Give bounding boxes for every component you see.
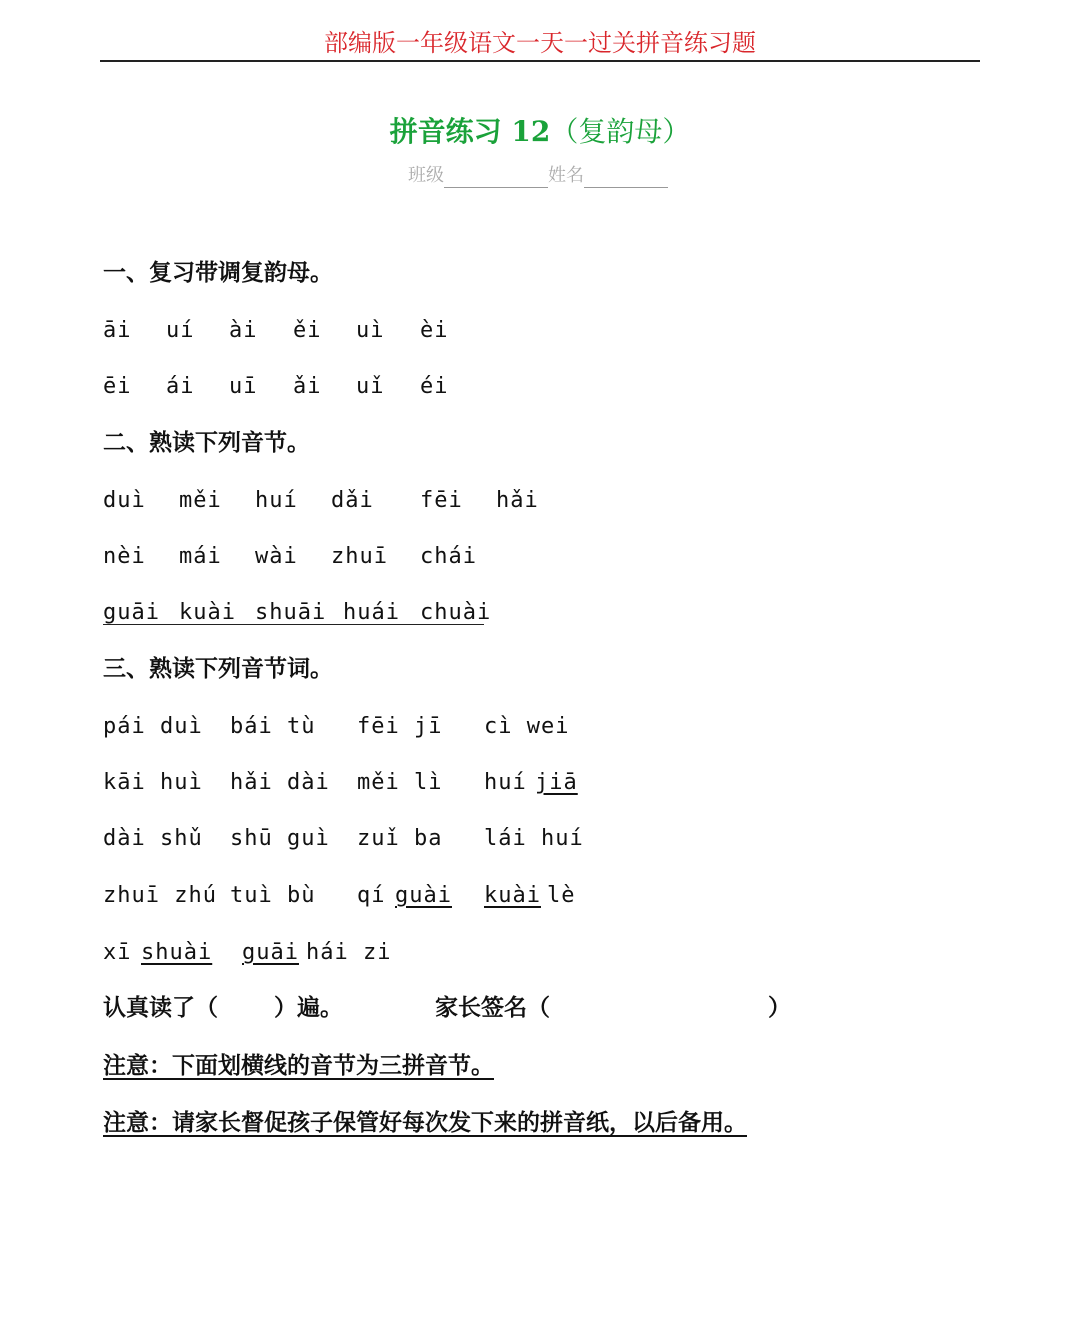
word: hái zi <box>306 940 392 965</box>
word: shū guì <box>230 826 330 851</box>
syllable-triple: shuāi <box>255 600 327 625</box>
syllable: éi <box>420 374 449 399</box>
word: bái tù <box>230 714 316 739</box>
syllable: dǎi <box>331 488 374 513</box>
page-title <box>0 112 1080 152</box>
triple-syllable-underline <box>103 624 484 625</box>
syllable: huí <box>255 488 298 513</box>
read-times-suffix: ）遍。 <box>274 994 343 1021</box>
name-blank[interactable] <box>584 167 668 188</box>
syllable: ái <box>166 374 195 399</box>
read-times <box>103 993 343 1023</box>
syllable: zhuī <box>331 544 388 569</box>
word: tuì bù <box>230 883 316 908</box>
word: pái duì <box>103 714 203 739</box>
syllable: hǎi <box>496 488 539 513</box>
syllable-triple: huái <box>343 600 400 625</box>
word: kāi huì <box>103 770 203 795</box>
word: lái huí <box>484 826 584 851</box>
page-header: 部编版一年级语文一天一过关拼音练习题 <box>100 26 980 62</box>
word-triple: jiā <box>535 770 578 795</box>
parent-signature-label: 家长签名（ <box>435 994 550 1021</box>
read-times-label: 认真读了（ <box>103 994 218 1021</box>
syllable: uī <box>229 374 258 399</box>
section3-heading: 三、熟读下列音节词。 <box>103 655 333 682</box>
syllable: měi <box>179 488 222 513</box>
class-label: 班级 <box>408 165 444 186</box>
section1-heading: 一、复习带调复韵母。 <box>103 259 333 286</box>
word: cì wei <box>484 714 570 739</box>
syllable: mái <box>179 544 222 569</box>
note-2: 注意：请家长督促孩子保管好每次发下来的拼音纸，以后备用。 <box>103 1109 747 1136</box>
syllable: uì <box>356 318 385 343</box>
parent-signature-suffix: ） <box>768 994 791 1021</box>
syllable-triple: guāi <box>103 600 160 625</box>
parent-signature <box>435 993 791 1023</box>
syllable: fēi <box>420 488 463 513</box>
section2-heading: 二、熟读下列音节。 <box>103 429 310 456</box>
word: lè <box>547 883 576 908</box>
class-blank[interactable] <box>444 167 548 188</box>
word: měi lì <box>357 770 443 795</box>
syllable: nèi <box>103 544 146 569</box>
syllable: ěi <box>293 318 322 343</box>
title-main: 拼音练习 12 <box>389 115 551 148</box>
read-times-blank[interactable] <box>218 1003 274 1023</box>
word: huí <box>484 770 527 795</box>
word-triple: shuài <box>141 940 213 965</box>
title-sub: （复韵母） <box>550 115 691 148</box>
syllable: āi <box>103 318 132 343</box>
word-triple: guāi <box>242 940 299 965</box>
word: fēi jī <box>357 714 443 739</box>
syllable: duì <box>103 488 146 513</box>
note-1: 注意：下面划横线的音节为三拼音节。 <box>103 1052 494 1079</box>
word-triple: guài <box>395 883 452 908</box>
word: zuǐ ba <box>357 826 443 851</box>
syllable: chái <box>420 544 477 569</box>
word: xī <box>103 940 132 965</box>
syllable: ài <box>229 318 258 343</box>
syllable: ǎi <box>293 374 322 399</box>
word-triple: kuài <box>484 883 541 908</box>
syllable: wài <box>255 544 298 569</box>
syllable-triple: chuài <box>420 600 492 625</box>
syllable: uǐ <box>356 374 385 399</box>
class-name-line <box>408 164 668 188</box>
word: zhuī zhú <box>103 883 217 908</box>
syllable: èi <box>420 318 449 343</box>
syllable: ēi <box>103 374 132 399</box>
word: dài shǔ <box>103 826 203 851</box>
word: qí <box>357 883 386 908</box>
parent-signature-blank[interactable] <box>550 1003 768 1023</box>
syllable: uí <box>166 318 195 343</box>
syllable-triple: kuài <box>179 600 236 625</box>
word: hǎi dài <box>230 770 330 795</box>
name-label: 姓名 <box>548 165 584 186</box>
